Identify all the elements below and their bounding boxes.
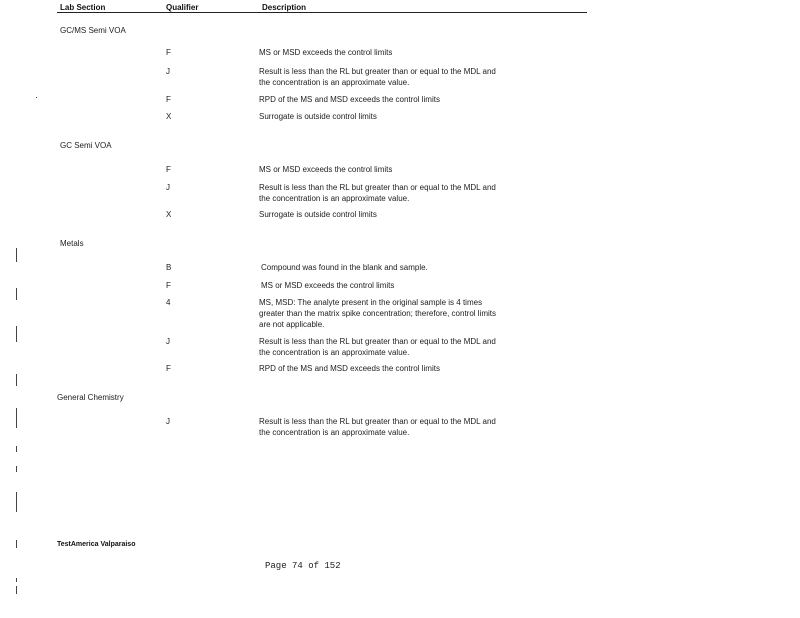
- description-cell: RPD of the MS and MSD exceeds the control limits: [259, 364, 440, 373]
- description-cell: Result is less than the RL but greater than or equal to the MDL and the concentration is an approximate value.: [259, 183, 496, 203]
- description-cell: Surrogate is outside control limits: [259, 112, 377, 121]
- header-qualifier: Qualifier: [166, 3, 199, 12]
- qualifier-cell: B: [166, 263, 172, 272]
- section-title: GC Semi VOA: [60, 141, 112, 150]
- description-cell: RPD of the MS and MSD exceeds the control limits: [259, 95, 440, 104]
- qualifier-cell: X: [166, 210, 172, 219]
- qualifier-cell: J: [166, 337, 170, 346]
- qualifier-cell: J: [166, 417, 170, 426]
- description-cell: MS, MSD: The analyte present in the original sample is 4 times greater than the matrix spike concentration; therefore, control limits are not applicable.: [259, 298, 496, 329]
- description-cell: MS or MSD exceeds the control limits: [259, 48, 393, 57]
- section-title: GC/MS Semi VOA: [60, 26, 126, 35]
- header-rule: [57, 12, 587, 13]
- qualifier-cell: F: [166, 281, 171, 290]
- section-title: Metals: [60, 239, 84, 248]
- qualifier-cell: X: [166, 112, 172, 121]
- qualifier-cell: F: [166, 95, 171, 104]
- description-cell: Surrogate is outside control limits: [259, 210, 377, 219]
- header-lab-section: Lab Section: [60, 3, 106, 12]
- description-cell: MS or MSD exceeds the control limits: [261, 281, 395, 290]
- qualifier-cell: F: [166, 48, 171, 57]
- section-title: General Chemistry: [57, 393, 124, 402]
- lab-name: TestAmerica Valparaiso: [57, 541, 136, 548]
- description-cell: Result is less than the RL but greater than or equal to the MDL and the concentration is an approximate value.: [259, 337, 496, 357]
- qualifier-cell: J: [166, 67, 170, 76]
- qualifier-cell: 4: [166, 298, 171, 307]
- header-description: Description: [262, 3, 307, 12]
- description-cell: MS or MSD exceeds the control limits: [259, 165, 393, 174]
- qualifier-cell: J: [166, 183, 170, 192]
- description-cell: Result is less than the RL but greater than or equal to the MDL and the concentration is an approximate value.: [259, 417, 496, 437]
- page-number: Page 74 of 152: [265, 561, 341, 571]
- qualifier-cell: F: [166, 364, 171, 373]
- description-cell: Compound was found in the blank and sample.: [261, 263, 428, 272]
- qualifier-cell: F: [166, 165, 171, 174]
- description-cell: Result is less than the RL but greater than or equal to the MDL and the concentration is an approximate value.: [259, 67, 496, 87]
